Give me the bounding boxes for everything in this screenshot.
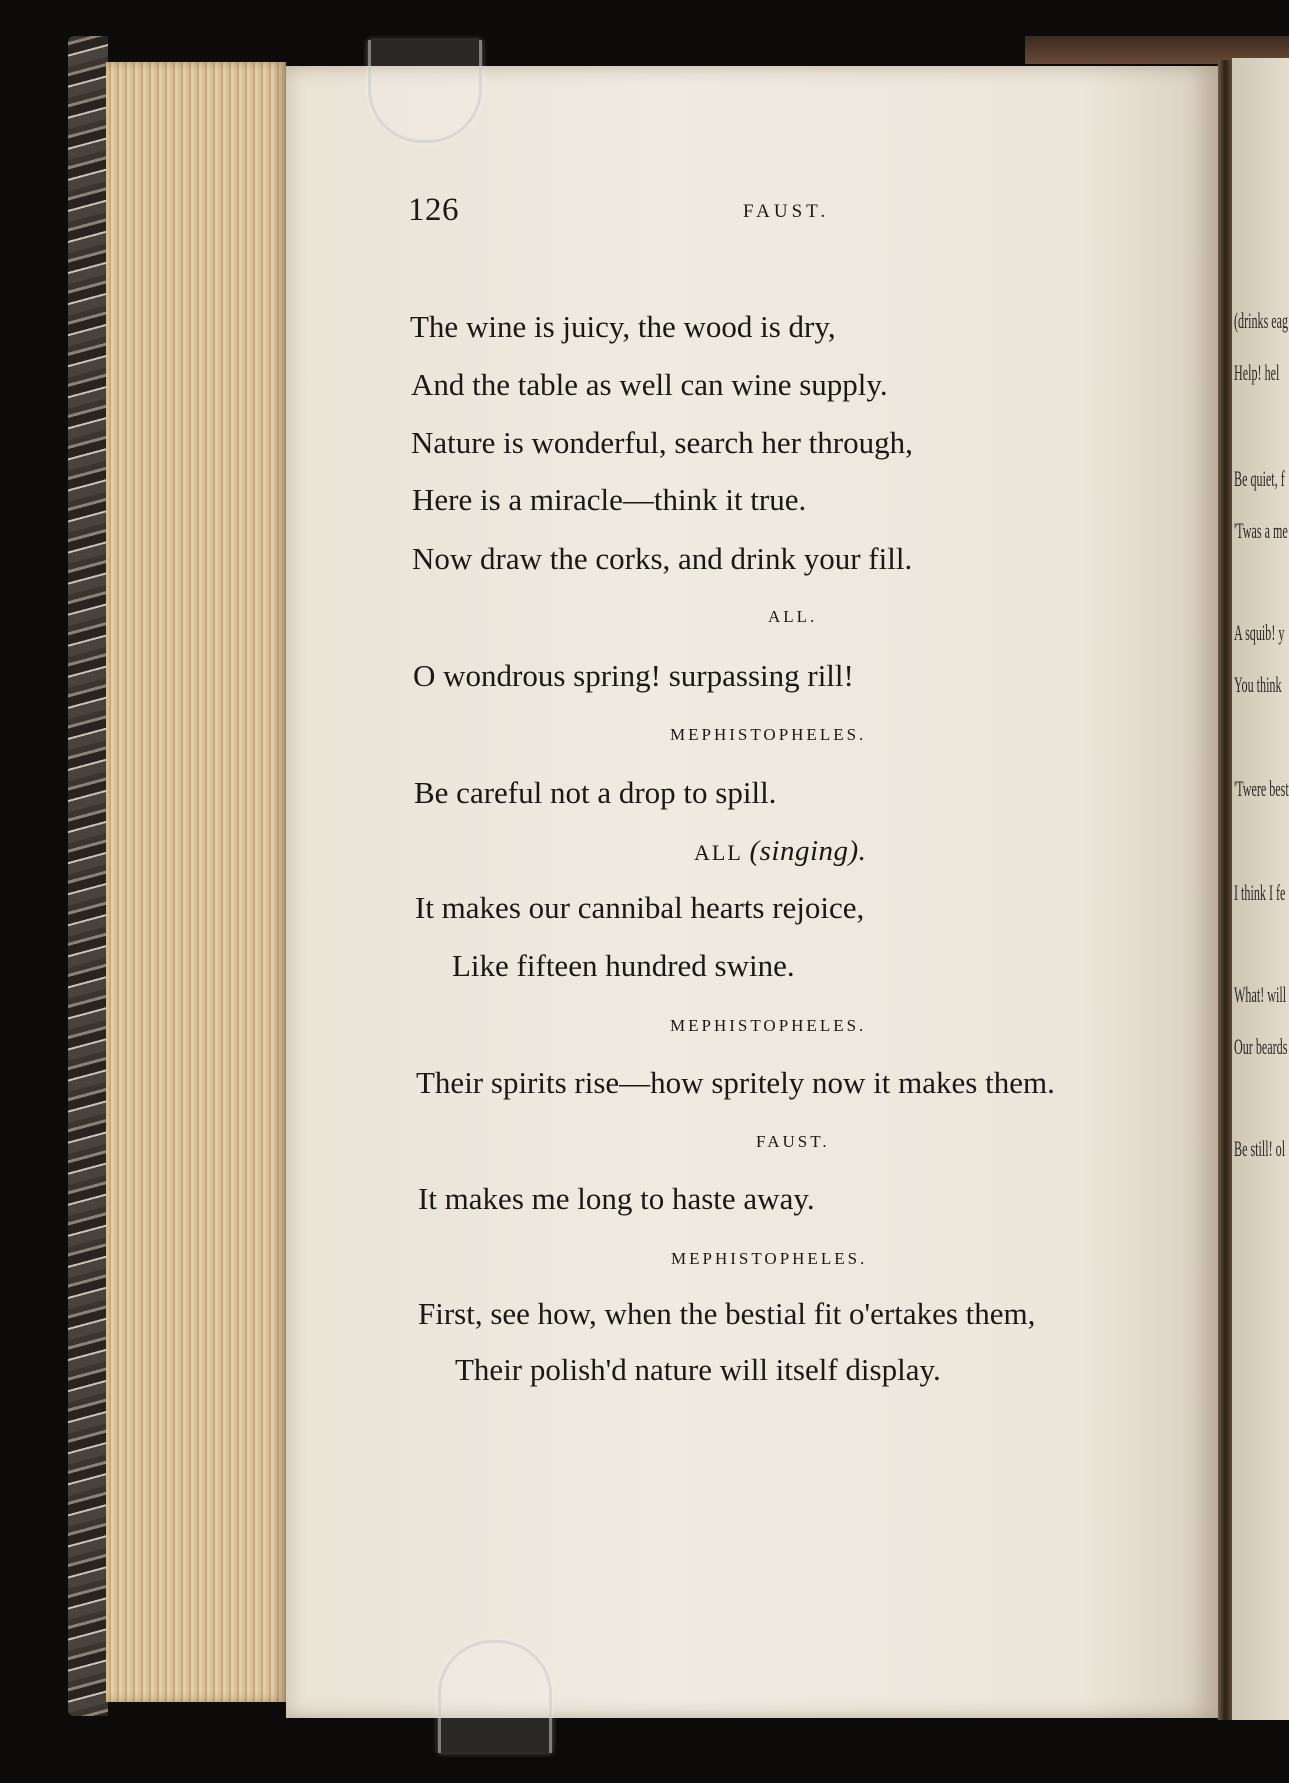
verse-line: It makes me long to haste away. — [418, 1181, 815, 1216]
speaker-heading-with-direction — [694, 837, 866, 866]
verse-line: Now draw the corks, and drink your fill. — [412, 541, 913, 576]
verse-line: Like fifteen hundred swine. — [452, 948, 795, 983]
next-page-fragment: Our beards — [1234, 1034, 1288, 1059]
book-gutter — [1218, 60, 1232, 1720]
stage-direction: (singing). — [749, 835, 867, 867]
next-page-fragment: I think I fe — [1234, 880, 1286, 905]
next-page-fragment: (drinks eag — [1234, 308, 1289, 333]
running-title: FAUST. — [743, 201, 830, 222]
verse-line: Their spirits rise—how spritely now it makes them. — [416, 1065, 1055, 1100]
speaker-heading: MEPHISTOPHELES. — [670, 1016, 867, 1035]
verse-line: Be careful not a drop to spill. — [414, 775, 777, 810]
next-page-fragment: Help! hel — [1234, 360, 1280, 385]
page-clip-bottom — [438, 1640, 552, 1753]
next-page-fragment: What! will — [1234, 982, 1287, 1007]
page-stack-edges — [106, 62, 286, 1702]
speaker-heading: FAUST. — [756, 1132, 830, 1151]
verse-line: Their polish'd nature will itself display. — [455, 1352, 941, 1387]
next-page-fragment: 'Twere best — [1234, 776, 1289, 801]
verse-line: And the table as well can wine supply. — [411, 367, 888, 402]
next-page-fragment: You think — [1234, 672, 1282, 697]
verse-line: Nature is wonderful, search her through, — [411, 425, 913, 460]
page-clip-top — [368, 40, 482, 143]
next-page-fragment: Be quiet, f — [1234, 466, 1285, 491]
speaker-heading: MEPHISTOPHELES. — [670, 725, 867, 744]
book-cover-marbled-edge — [68, 36, 108, 1716]
verse-line: Here is a miracle—think it true. — [412, 482, 807, 517]
verse-line: First, see how, when the bestial fit o'ertakes them, — [418, 1296, 1036, 1331]
speaker-heading: ALL. — [768, 607, 818, 626]
next-page-fragment: 'Twas a me — [1234, 518, 1288, 543]
verse-line: It makes our cannibal hearts rejoice, — [415, 890, 865, 925]
next-page-fragment: A squib! y — [1234, 620, 1285, 645]
page-header — [408, 192, 1208, 232]
verse-line: O wondrous spring! surpassing rill! — [413, 658, 854, 693]
verse-line: The wine is juicy, the wood is dry, — [410, 309, 836, 344]
next-page-fragment: Be still! ol — [1234, 1136, 1286, 1161]
speaker-heading: MEPHISTOPHELES. — [671, 1249, 868, 1268]
next-page-edge — [1232, 58, 1289, 1720]
page-number: 126 — [408, 192, 459, 228]
speaker-name: ALL — [694, 840, 742, 865]
